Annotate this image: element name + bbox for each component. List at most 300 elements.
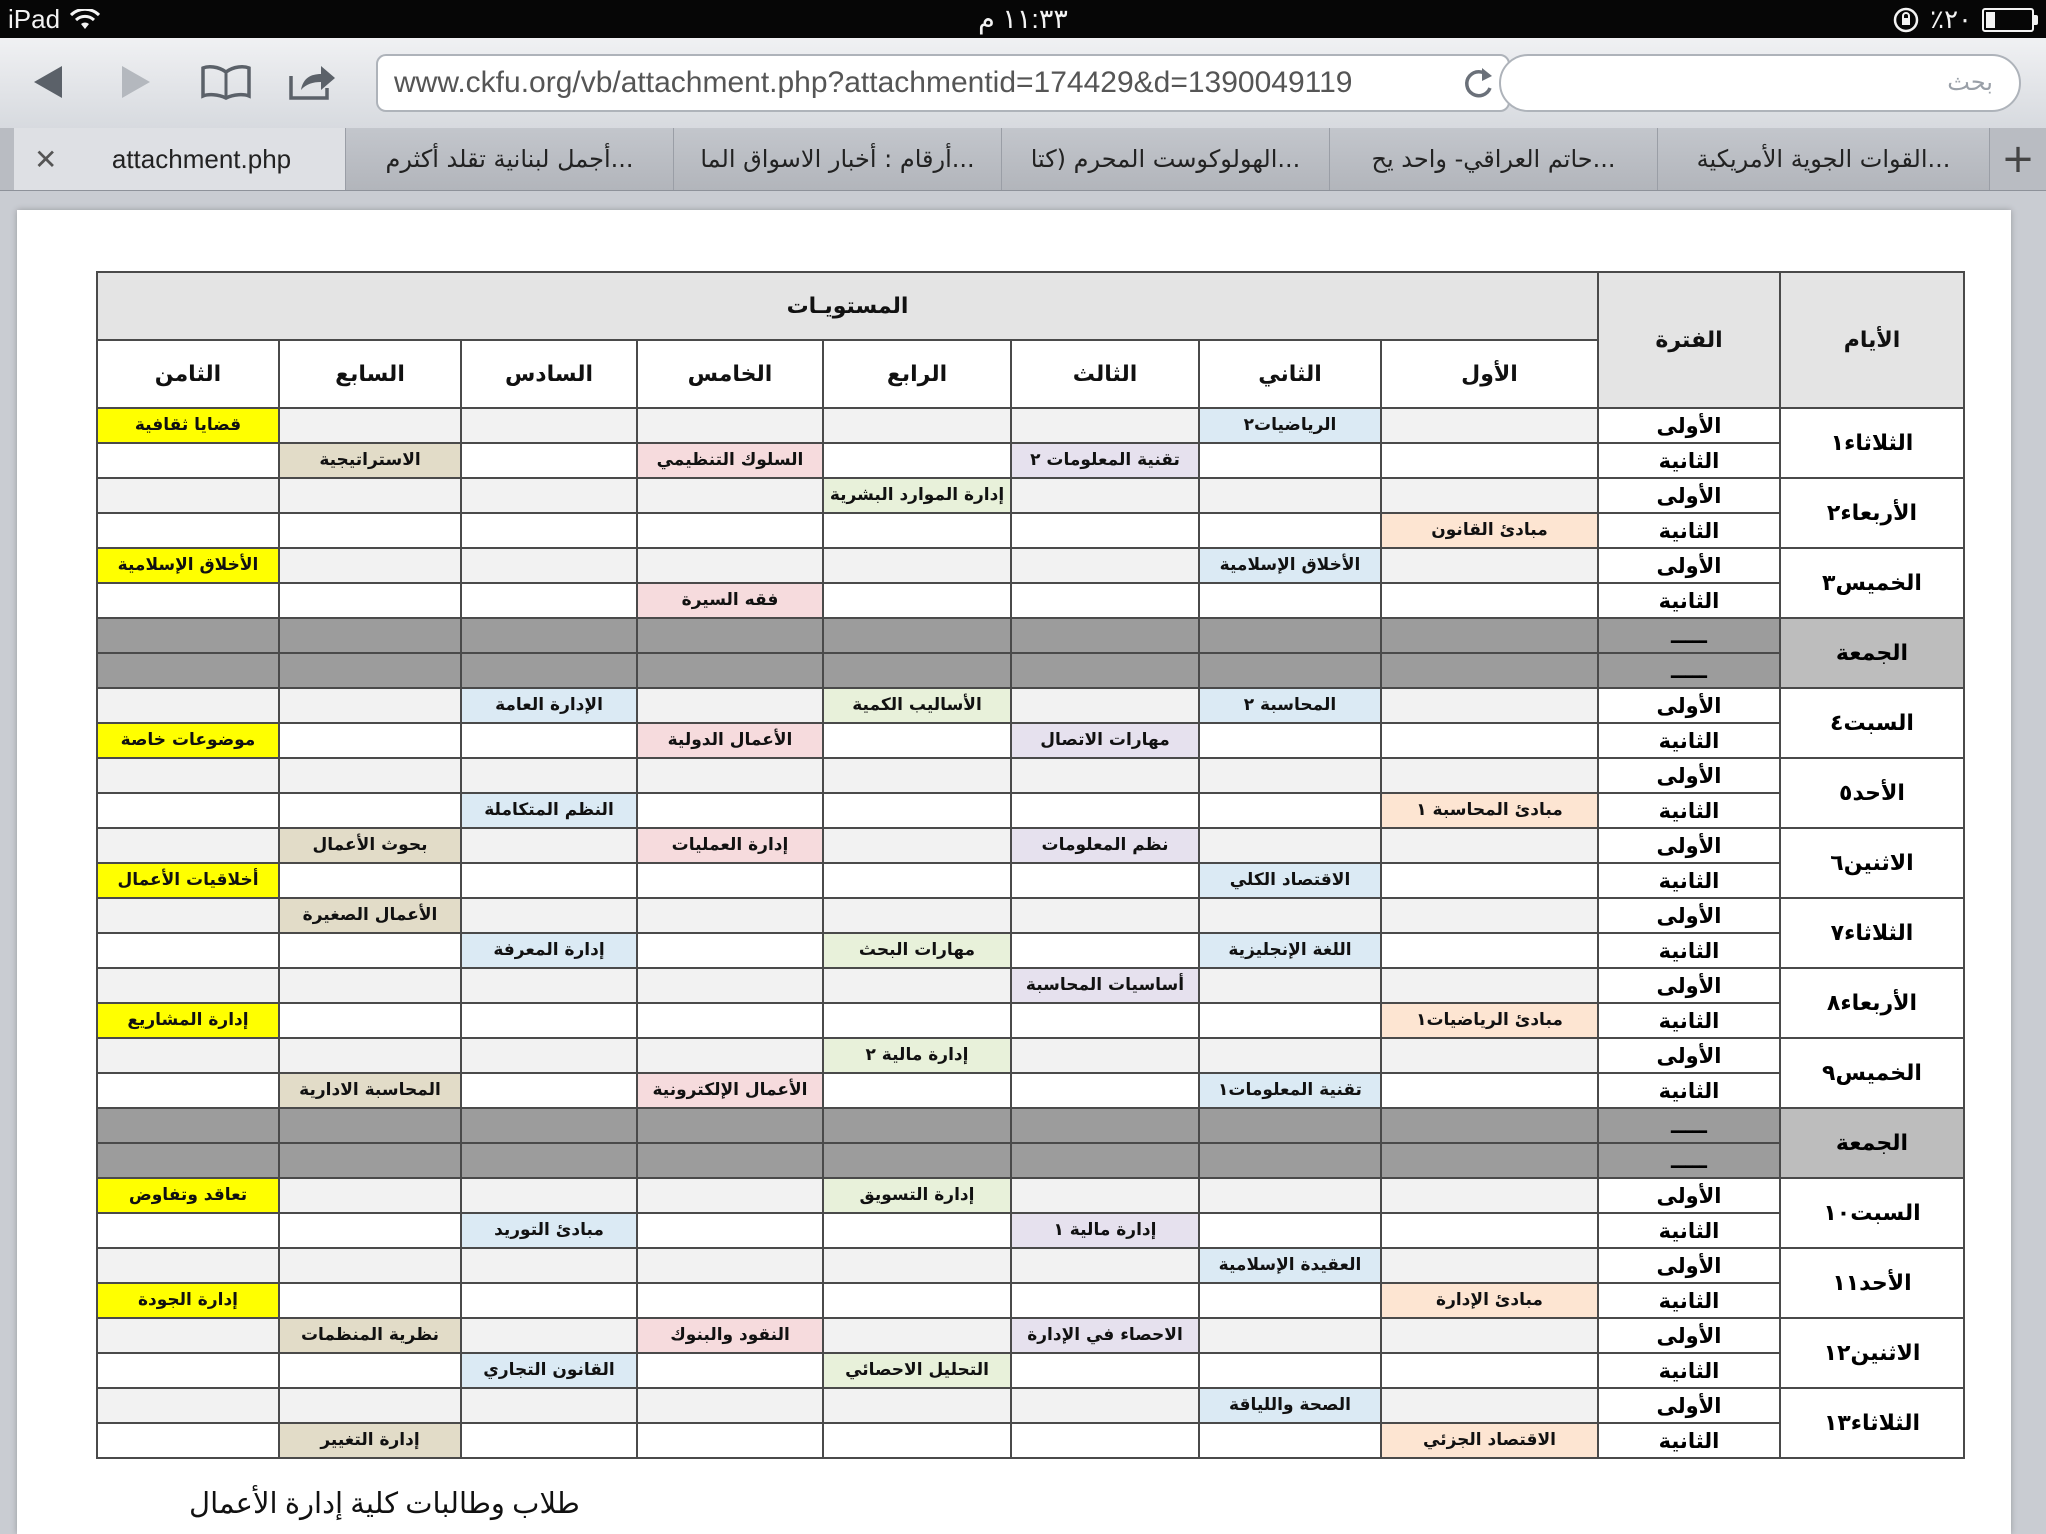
tab-title: أرقام : أخبار الاسواق الما... (700, 145, 975, 173)
course-cell (1199, 1073, 1381, 1108)
course-cell (1381, 618, 1598, 653)
course-cell (1199, 408, 1381, 443)
battery-icon (1982, 8, 2034, 32)
course-cell (97, 443, 279, 478)
course-cell (1381, 1178, 1598, 1213)
course-cell (1011, 898, 1199, 933)
course-cell (461, 1388, 637, 1423)
course-cell (637, 618, 823, 653)
course-cell (823, 408, 1011, 443)
course-cell (823, 618, 1011, 653)
day-cell: السبت١٠ (1780, 1178, 1964, 1248)
book-icon (200, 64, 252, 100)
course-cell (823, 443, 1011, 478)
table-row (97, 828, 1964, 863)
bookmarks-button[interactable] (198, 56, 254, 108)
course-cell (823, 653, 1011, 688)
table-row (97, 1213, 1964, 1248)
footer-caption: طلاب وطالبات كلية إدارة الأعمال (189, 1488, 580, 1520)
course-cell (637, 898, 823, 933)
course-label: الأخلاق الإسلامية (98, 549, 278, 582)
course-cell (1381, 653, 1598, 688)
course-cell (1199, 1038, 1381, 1073)
course-label: أخلاقيات الأعمال (98, 864, 278, 897)
day-cell: الثلاثاء٧ (1780, 898, 1964, 968)
course-cell (279, 618, 461, 653)
course-cell (1011, 758, 1199, 793)
table-row (97, 1353, 1964, 1388)
table-row (97, 583, 1964, 618)
course-cell (279, 1038, 461, 1073)
tab-title: الهولوكوست المحرم (كتا... (1030, 145, 1301, 173)
course-cell (279, 1388, 461, 1423)
course-cell (1381, 933, 1598, 968)
course-label: التحليل الاحصائي (824, 1354, 1010, 1387)
period-cell: الأولى (1598, 1248, 1780, 1283)
table-row (97, 408, 1964, 443)
course-cell (1199, 863, 1381, 898)
course-label: تعاقد وتفاوض (98, 1179, 278, 1212)
course-cell (97, 1108, 279, 1143)
course-cell (461, 513, 637, 548)
day-cell: الخميس٣ (1780, 548, 1964, 618)
search-field[interactable] (1499, 54, 2021, 112)
course-cell (637, 1038, 823, 1073)
course-cell (461, 408, 637, 443)
course-cell (1381, 1038, 1598, 1073)
level-header: الثامن (97, 340, 279, 408)
course-cell (97, 1178, 279, 1213)
course-cell (823, 1038, 1011, 1073)
course-cell (1381, 1073, 1598, 1108)
course-cell (97, 1423, 279, 1458)
level-header: الثاني (1199, 340, 1381, 408)
course-label: نظرية المنظمات (280, 1319, 460, 1352)
course-cell (823, 863, 1011, 898)
course-label: إدارة مالية ٢ (824, 1039, 1010, 1072)
course-cell (1199, 1423, 1381, 1458)
period-cell: الأولى (1598, 478, 1780, 513)
course-cell (279, 513, 461, 548)
course-cell (1011, 968, 1199, 1003)
tab-item[interactable] (674, 128, 1002, 190)
address-bar[interactable] (376, 54, 1510, 112)
course-cell (1381, 1318, 1598, 1353)
course-cell (1199, 828, 1381, 863)
battery-percent: ٪٢٠ (1930, 4, 1972, 34)
course-cell (279, 443, 461, 478)
course-cell (461, 1423, 637, 1458)
tab-title: attachment.php (111, 143, 292, 174)
course-cell (1011, 1353, 1199, 1388)
course-cell (97, 1353, 279, 1388)
course-cell (279, 1248, 461, 1283)
course-cell (1011, 548, 1199, 583)
course-cell (1011, 1108, 1199, 1143)
course-cell (637, 793, 823, 828)
course-cell (1199, 1283, 1381, 1318)
course-cell (637, 1213, 823, 1248)
course-cell (637, 1283, 823, 1318)
course-cell (1199, 688, 1381, 723)
course-cell (1199, 1353, 1381, 1388)
table-row (97, 513, 1964, 548)
course-cell (1381, 583, 1598, 618)
course-label: مبادئ المحاسبة ١ (1382, 794, 1597, 827)
course-cell (1011, 1248, 1199, 1283)
course-cell (97, 933, 279, 968)
course-cell (1381, 513, 1598, 548)
table-row (97, 1143, 1964, 1178)
course-cell (97, 1283, 279, 1318)
course-label: إدارة التسويق (824, 1179, 1010, 1212)
course-cell (1381, 793, 1598, 828)
course-cell (97, 513, 279, 548)
course-cell (823, 828, 1011, 863)
course-cell (1011, 1178, 1199, 1213)
course-cell (823, 1423, 1011, 1458)
course-label: إدارة العمليات (638, 829, 822, 862)
course-cell (823, 758, 1011, 793)
course-cell (1381, 828, 1598, 863)
course-cell (97, 408, 279, 443)
course-cell (823, 933, 1011, 968)
course-cell (279, 583, 461, 618)
course-cell (1199, 583, 1381, 618)
browser-toolbar (0, 38, 2046, 129)
period-header: الفترة (1598, 272, 1780, 408)
course-label: اللغة الإنجليزية (1200, 934, 1380, 967)
course-cell (279, 548, 461, 583)
tab-item[interactable] (1658, 128, 1990, 190)
table-row (97, 863, 1964, 898)
course-cell (1011, 1143, 1199, 1178)
course-label: القانون التجاري (462, 1354, 636, 1387)
course-cell (1199, 1388, 1381, 1423)
course-cell (279, 1143, 461, 1178)
course-label: موضوعات خاصة (98, 724, 278, 757)
table-row (97, 1073, 1964, 1108)
course-cell (1381, 408, 1598, 443)
course-cell (1011, 688, 1199, 723)
course-label: الأعمال الإلكترونية (638, 1074, 822, 1107)
course-cell (1011, 408, 1199, 443)
course-cell (637, 1318, 823, 1353)
tab-bar (0, 128, 2046, 191)
course-cell (97, 1213, 279, 1248)
course-cell (637, 1423, 823, 1458)
course-cell (461, 758, 637, 793)
course-label: مهارات الاتصال (1012, 724, 1198, 757)
level-header: السادس (461, 340, 637, 408)
day-cell: الجمعة (1780, 1108, 1964, 1178)
share-icon (287, 62, 337, 102)
course-cell (823, 898, 1011, 933)
course-cell (1011, 443, 1199, 478)
tab-item[interactable] (1330, 128, 1658, 190)
schedule-table (96, 271, 1965, 1459)
course-cell (279, 1108, 461, 1143)
device-label: iPad (8, 4, 61, 34)
period-cell: الثانية (1598, 1073, 1780, 1108)
course-cell (279, 1178, 461, 1213)
course-cell (1011, 1423, 1199, 1458)
battery-level (1986, 12, 1995, 28)
course-label: إدارة الجودة (98, 1284, 278, 1317)
course-cell (1381, 758, 1598, 793)
course-cell (97, 1003, 279, 1038)
course-cell (1199, 1213, 1381, 1248)
course-cell (279, 933, 461, 968)
back-button[interactable] (20, 56, 76, 108)
course-cell (637, 583, 823, 618)
course-cell (1199, 653, 1381, 688)
course-label: الاستراتيجية (280, 444, 460, 477)
table-row (97, 793, 1964, 828)
course-cell (1199, 478, 1381, 513)
course-cell (1199, 793, 1381, 828)
course-cell (97, 548, 279, 583)
course-cell (279, 1423, 461, 1458)
course-cell (637, 653, 823, 688)
course-cell (279, 968, 461, 1003)
day-cell: الثلاثاء١٣ (1780, 1388, 1964, 1458)
course-cell (97, 478, 279, 513)
table-row (97, 723, 1964, 758)
level-header: الثالث (1011, 340, 1199, 408)
period-cell: الثانية (1598, 863, 1780, 898)
course-label: مبادئ الرياضيات١ (1382, 1004, 1597, 1037)
url-text: www.ckfu.org/vb/attachment.php?attachmentid=174429&d=1390049119 (394, 66, 1353, 99)
course-label: النقود والبنوك (638, 1319, 822, 1352)
course-cell (279, 1318, 461, 1353)
period-cell: الثانية (1598, 1003, 1780, 1038)
level-header: الرابع (823, 340, 1011, 408)
plus-icon: + (2001, 136, 2035, 182)
course-cell (1011, 1388, 1199, 1423)
course-cell (1199, 618, 1381, 653)
period-cell: الثانية (1598, 793, 1780, 828)
clock: ١١:٣٣ م (978, 4, 1068, 34)
course-cell (1011, 828, 1199, 863)
course-cell (823, 1108, 1011, 1143)
course-cell (279, 1003, 461, 1038)
period-cell: الأولى (1598, 1038, 1780, 1073)
course-cell (637, 1108, 823, 1143)
level-header: الأول (1381, 340, 1598, 408)
course-cell (823, 1388, 1011, 1423)
day-cell: الأربعاء٨ (1780, 968, 1964, 1038)
course-cell (461, 688, 637, 723)
tab-item[interactable] (1002, 128, 1330, 190)
period-cell: الأولى (1598, 1178, 1780, 1213)
course-label: الرياضيات٢ (1200, 409, 1380, 442)
day-cell: الثلاثاء١ (1780, 408, 1964, 478)
course-label: الصحة واللياقة (1200, 1389, 1380, 1422)
course-cell (1381, 898, 1598, 933)
course-label: الاقتصاد الكلي (1200, 864, 1380, 897)
course-cell (461, 653, 637, 688)
course-label: السلوك التنظيمي (638, 444, 822, 477)
tab-title: القوات الجوية الأمريكية... (1696, 145, 1951, 173)
course-cell (637, 1143, 823, 1178)
course-cell (461, 968, 637, 1003)
course-cell (97, 1073, 279, 1108)
period-cell: الأولى (1598, 548, 1780, 583)
course-cell (461, 1178, 637, 1213)
level-header: الخامس (637, 340, 823, 408)
course-cell (279, 1353, 461, 1388)
period-cell: الثانية (1598, 1353, 1780, 1388)
course-cell (461, 1283, 637, 1318)
course-cell (637, 758, 823, 793)
table-row (97, 1318, 1964, 1353)
course-cell (1011, 1283, 1199, 1318)
day-cell: الأربعاء٢ (1780, 478, 1964, 548)
table-row (97, 1038, 1964, 1073)
tab-item[interactable] (346, 128, 674, 190)
share-button[interactable] (284, 56, 340, 108)
course-cell (279, 828, 461, 863)
course-cell (279, 758, 461, 793)
period-cell: الأولى (1598, 828, 1780, 863)
course-cell (1381, 1003, 1598, 1038)
course-cell (1199, 548, 1381, 583)
period-cell: الثانية (1598, 723, 1780, 758)
course-cell (823, 583, 1011, 618)
period-cell: الثانية (1598, 1283, 1780, 1318)
course-cell (637, 548, 823, 583)
table-row (97, 933, 1964, 968)
rotation-lock-icon (1892, 6, 1920, 34)
course-cell (461, 1143, 637, 1178)
search-placeholder: بحث (1947, 69, 1993, 96)
course-cell (461, 478, 637, 513)
course-cell (823, 548, 1011, 583)
course-cell (637, 1178, 823, 1213)
course-cell (1381, 688, 1598, 723)
course-label: الاقتصاد الجزئي (1382, 1424, 1597, 1457)
course-label: المحاسبة ٢ (1200, 689, 1380, 722)
course-cell (97, 1143, 279, 1178)
course-cell (637, 1388, 823, 1423)
course-label: فقه السيرة (638, 584, 822, 617)
course-label: الأعمال الدولية (638, 724, 822, 757)
course-cell (461, 1248, 637, 1283)
table-row (97, 1178, 1964, 1213)
course-cell (823, 1143, 1011, 1178)
course-cell (1011, 863, 1199, 898)
course-cell (637, 933, 823, 968)
table-row (97, 653, 1964, 688)
course-cell (461, 863, 637, 898)
course-cell (279, 1213, 461, 1248)
period-cell: الثانية (1598, 443, 1780, 478)
table-row (97, 478, 1964, 513)
course-cell (97, 898, 279, 933)
course-cell (1381, 723, 1598, 758)
course-cell (279, 793, 461, 828)
course-label: قضايا ثقافية (98, 409, 278, 442)
period-cell: الثانية (1598, 1423, 1780, 1458)
course-cell (637, 408, 823, 443)
course-cell (97, 618, 279, 653)
course-cell (97, 723, 279, 758)
course-cell (1011, 933, 1199, 968)
course-cell (1011, 653, 1199, 688)
course-cell (637, 828, 823, 863)
course-cell (461, 1003, 637, 1038)
course-cell (823, 723, 1011, 758)
course-label: تقنية المعلومات١ (1200, 1074, 1380, 1107)
reload-icon[interactable] (1458, 64, 1498, 104)
course-cell (461, 618, 637, 653)
table-row (97, 898, 1964, 933)
table-row (97, 1283, 1964, 1318)
course-cell (823, 1178, 1011, 1213)
course-cell (1011, 1318, 1199, 1353)
level-header: السابع (279, 340, 461, 408)
course-cell (461, 793, 637, 828)
course-cell (823, 968, 1011, 1003)
course-label: الأساليب الكمية (824, 689, 1010, 722)
period-cell: الأولى (1598, 898, 1780, 933)
course-cell (1381, 1108, 1598, 1143)
course-cell (1199, 1178, 1381, 1213)
course-label: إدارة المشاريع (98, 1004, 278, 1037)
course-cell (823, 1073, 1011, 1108)
course-cell (279, 688, 461, 723)
course-cell (1199, 968, 1381, 1003)
course-cell (279, 1283, 461, 1318)
new-tab-button[interactable] (1990, 128, 2046, 190)
course-cell (97, 583, 279, 618)
period-cell: الثانية (1598, 513, 1780, 548)
course-cell (461, 1213, 637, 1248)
course-cell (1011, 1038, 1199, 1073)
course-cell (823, 688, 1011, 723)
forward-button[interactable] (108, 56, 164, 108)
table-row (97, 758, 1964, 793)
course-label: إدارة المعرفة (462, 934, 636, 967)
course-cell (637, 1353, 823, 1388)
course-cell (461, 1108, 637, 1143)
table-row (97, 1003, 1964, 1038)
course-cell (1199, 758, 1381, 793)
course-label: مبادئ التوريد (462, 1214, 636, 1247)
course-cell (97, 1038, 279, 1073)
course-cell (637, 968, 823, 1003)
course-cell (637, 688, 823, 723)
course-cell (823, 1003, 1011, 1038)
course-cell (97, 968, 279, 1003)
course-cell (1199, 1318, 1381, 1353)
close-tab-icon[interactable]: ✕ (34, 143, 58, 176)
course-cell (1381, 1423, 1598, 1458)
tab-title: حاتم العراقي- واحد يح... (1371, 145, 1616, 173)
course-label: تقنية المعلومات ٢ (1012, 444, 1198, 477)
course-label: بحوث الأعمال (280, 829, 460, 862)
course-cell (461, 1318, 637, 1353)
course-cell (637, 513, 823, 548)
course-cell (637, 1003, 823, 1038)
tab-attachment[interactable] (14, 128, 346, 190)
course-cell (1011, 1003, 1199, 1038)
period-cell: الأولى (1598, 408, 1780, 443)
course-label: نظم المعلومات (1012, 829, 1198, 862)
course-label: مهارات البحث (824, 934, 1010, 967)
course-cell (461, 583, 637, 618)
